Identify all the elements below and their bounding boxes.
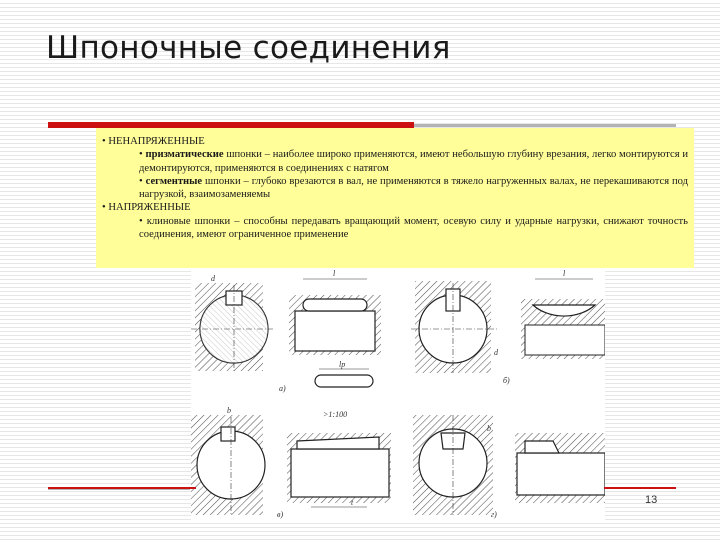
dim-label: d bbox=[494, 348, 498, 357]
page-number: 13 bbox=[645, 494, 658, 506]
term-prismatic: призматические bbox=[145, 149, 224, 161]
section-tangential-circle bbox=[413, 415, 497, 519]
title-divider bbox=[414, 124, 676, 127]
view-label: a) bbox=[279, 384, 286, 393]
item-prismatic bbox=[102, 148, 688, 175]
bullet-stressed: • НАПРЯЖЕННЫЕ bbox=[102, 202, 191, 214]
dim-label: b bbox=[227, 406, 231, 415]
side-tangential-view bbox=[515, 433, 605, 503]
dim-label: l bbox=[563, 269, 566, 278]
bullet-unstressed: • НЕНАПРЯЖЕННЫЕ bbox=[102, 136, 205, 147]
footer-accent-right bbox=[604, 487, 676, 489]
slope-label: >1:100 bbox=[323, 410, 348, 419]
footer-divider bbox=[48, 489, 190, 490]
item-segment bbox=[102, 175, 688, 202]
bullet-marker: • bbox=[139, 149, 146, 161]
item-wedge: • клиновые шпонки – способны передавать вращающий момент, осевую силу и ударные нагрузки, снижают точность соединения, имеют ограниченное применение bbox=[139, 215, 688, 241]
bullet-marker: • bbox=[139, 175, 146, 187]
dim-label: b bbox=[487, 424, 491, 433]
dim-label: t bbox=[351, 498, 354, 507]
desc-prismatic: шпонки – наиболее широко применяются, имеют небольшую глубину врезания, легко монтируются и демонтируются, применяются в соединениях с натягом bbox=[139, 149, 688, 174]
content-box bbox=[96, 128, 694, 268]
page-title: Шпоночные соединения bbox=[46, 30, 451, 66]
dim-label: l bbox=[333, 269, 336, 278]
view-label: в) bbox=[277, 510, 284, 519]
section-wedge-circle bbox=[191, 406, 265, 515]
view-label: г) bbox=[491, 510, 497, 519]
dim-label: lp bbox=[339, 360, 346, 369]
section-prismatic-circle bbox=[191, 274, 273, 373]
dim-label: d bbox=[211, 274, 215, 283]
technical-drawing bbox=[191, 265, 605, 523]
term-segment: сегментные bbox=[145, 175, 203, 187]
desc-segment: шпонки – глубоко врезаются в вал, не применяются в тяжело нагруженных валах, не перекашиваются под нагрузкой, взаимозаменяемы bbox=[139, 175, 689, 201]
view-label: б) bbox=[503, 376, 510, 385]
